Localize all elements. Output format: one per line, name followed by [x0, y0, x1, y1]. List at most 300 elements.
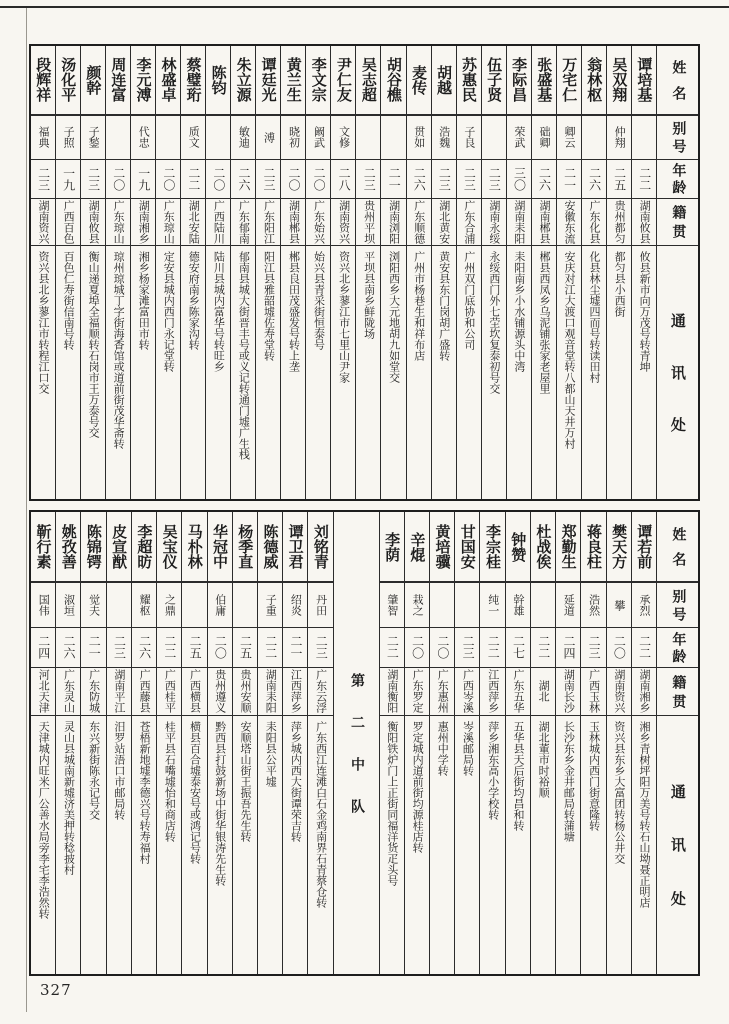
glyph: 幹: [511, 594, 525, 606]
glyph: 合: [462, 221, 476, 233]
glyph: 云: [563, 137, 576, 149]
person-address: 桂平县石嘴墟怡和商店转: [163, 720, 177, 842]
glyph: 民: [460, 87, 479, 103]
glyph: 西: [212, 210, 226, 222]
glyph: 卿: [563, 126, 576, 138]
glyph: 代: [137, 126, 151, 138]
glyph: 辉: [34, 72, 53, 88]
glyph: 然: [587, 605, 601, 617]
person-age: [507, 160, 531, 199]
glyph: 南: [137, 210, 151, 222]
glyph: 段: [34, 57, 53, 73]
glyph: 六: [62, 647, 77, 660]
glyph: 西: [138, 680, 152, 692]
glyph: 宝: [160, 539, 179, 555]
glyph: 张: [535, 57, 554, 73]
glyph: 县: [537, 232, 551, 244]
person-name: [480, 512, 504, 583]
glyph: 耒: [264, 691, 278, 703]
person-age: [131, 160, 155, 199]
glyph: 德: [412, 232, 426, 244]
glyph: 绍: [289, 594, 303, 606]
person-name: [306, 46, 330, 116]
glyph: 国: [37, 594, 51, 606]
glyph: 枢: [585, 87, 604, 103]
person-address: 横县百合墟泰安号或鸿记号转: [188, 720, 202, 864]
glyph: 龄: [670, 180, 687, 195]
person-column: [255, 46, 280, 499]
glyph: 三: [512, 166, 527, 179]
person-address: 百色仁寿街信南号转: [62, 250, 76, 350]
glyph: 县: [638, 232, 652, 244]
person-name: [81, 512, 105, 583]
person-age: [557, 160, 581, 199]
glyph: 浦: [462, 232, 476, 244]
glyph: 州: [436, 702, 450, 714]
person-origin: [430, 668, 454, 716]
glyph: 攸: [87, 221, 101, 233]
person-age: [281, 160, 305, 199]
person-alias: [107, 583, 131, 628]
glyph: 李: [510, 57, 529, 73]
glyph: 广: [112, 199, 126, 211]
glyph: 通: [668, 312, 687, 328]
person-alias: [56, 116, 80, 160]
person-origin: [380, 668, 404, 716]
glyph: 如: [412, 137, 426, 149]
person-alias: [432, 116, 456, 160]
person-age: [506, 628, 530, 668]
person-name: [455, 512, 479, 583]
person-column: [606, 46, 631, 499]
glyph: 浮: [314, 702, 328, 714]
person-origin: [480, 668, 504, 716]
person-age: [106, 160, 130, 199]
person-age: [306, 160, 330, 199]
person-address: 湘乡杨家滩富田市转: [137, 250, 151, 350]
glyph: 谷: [384, 72, 403, 88]
glyph: 黄: [284, 57, 303, 73]
glyph: 宣: [110, 539, 129, 555]
person-origin: [107, 668, 131, 716]
glyph: 湖: [638, 669, 652, 681]
glyph: 兰: [284, 72, 303, 88]
person-name: [581, 512, 605, 583]
person-age: [632, 628, 656, 668]
person-origin: [283, 668, 307, 716]
glyph: 万: [560, 57, 579, 73]
glyph: 二: [36, 166, 51, 179]
person-address: 定安县城内西门永记堂转: [162, 250, 176, 372]
person-name: [56, 46, 80, 116]
glyph: 孜: [59, 539, 78, 555]
glyph: 州: [238, 680, 252, 692]
person-column: [181, 512, 206, 974]
glyph: 江: [262, 232, 276, 244]
glyph: 贯: [412, 126, 426, 138]
glyph: 第: [348, 673, 365, 687]
person-origin: [256, 199, 280, 246]
glyph: 璧: [184, 72, 203, 88]
person-column: [55, 46, 80, 499]
glyph: 七: [511, 647, 526, 660]
glyph: 桂: [483, 554, 502, 570]
glyph: 陈: [261, 524, 280, 540]
person-age: [482, 160, 506, 199]
glyph: 永: [487, 221, 501, 233]
glyph: 广: [436, 669, 450, 681]
glyph: 阚: [312, 126, 326, 138]
glyph: 天: [610, 539, 629, 555]
glyph: 郴: [537, 221, 551, 233]
person-name: [206, 46, 230, 116]
glyph: 北: [437, 210, 451, 222]
person-name: [308, 512, 332, 583]
person-column: [55, 512, 80, 974]
person-origin: [532, 199, 556, 246]
person-address: 郴县良田茂盛发号转上垄: [287, 250, 301, 372]
glyph: 柱: [584, 554, 603, 570]
glyph: 东: [314, 680, 328, 692]
glyph: 朱: [234, 57, 253, 73]
person-alias: [557, 116, 581, 160]
glyph: 湖: [187, 199, 201, 211]
person-address: 衡阳铁炉门上正街同福洋货疋头号: [385, 720, 399, 886]
glyph: 〇: [410, 647, 425, 660]
glyph: 庸: [213, 605, 227, 617]
person-name: [405, 512, 429, 583]
glyph: 五: [238, 647, 253, 660]
person-name: [430, 512, 454, 583]
glyph: 川: [212, 232, 226, 244]
glyph: 林: [185, 554, 204, 570]
glyph: 南: [287, 210, 301, 222]
person-address: 耒阳县公平墟: [264, 720, 278, 787]
glyph: 三: [314, 647, 329, 660]
glyph: 北: [187, 210, 201, 222]
glyph: 刘: [311, 524, 330, 540]
person-column: [180, 46, 205, 499]
glyph: 惠: [460, 72, 479, 88]
glyph: 衡: [385, 691, 399, 703]
glyph: 二: [412, 166, 427, 179]
glyph: 仁: [560, 87, 579, 103]
glyph: 广: [412, 199, 426, 211]
glyph: 二: [637, 178, 652, 191]
glyph: 二: [288, 635, 303, 648]
person-address: 化县林尘墟四而号转读田村: [588, 250, 602, 383]
glyph: 直: [236, 554, 255, 570]
person-alias: [407, 116, 431, 160]
glyph: 化: [588, 221, 602, 233]
person-name: [582, 46, 606, 116]
glyph: 匀: [613, 232, 627, 244]
person-alias: [56, 583, 80, 628]
person-origin: [381, 199, 405, 246]
glyph: 炎: [289, 605, 303, 617]
glyph: 战: [534, 539, 553, 555]
glyph: 昌: [510, 87, 529, 103]
person-origin: [482, 199, 506, 246]
glyph: 资: [337, 221, 351, 233]
glyph: 行: [34, 539, 53, 555]
glyph: 安: [238, 691, 252, 703]
glyph: 冠: [211, 539, 230, 555]
glyph: 西: [587, 680, 601, 692]
glyph: 攀: [612, 599, 626, 611]
row-header-origin: [657, 199, 698, 246]
glyph: 平: [163, 702, 177, 714]
glyph: 二: [263, 647, 278, 660]
glyph: 三: [362, 178, 377, 191]
glyph: 卫: [286, 539, 305, 555]
glyph: 湖: [87, 199, 101, 211]
glyph: 流: [563, 232, 576, 244]
person-origin: [308, 668, 332, 716]
person-address: 郁南县城大街晋丰号或义记转通门墟广生栈: [237, 250, 251, 460]
glyph: 翁: [585, 57, 604, 73]
glyph: 卓: [159, 87, 178, 103]
glyph: 六: [412, 178, 427, 191]
person-address: 长沙东乡金井邮局转蒲塘: [562, 720, 576, 842]
person-name: [607, 46, 631, 116]
person-alias: [607, 583, 631, 628]
glyph: 安: [437, 232, 451, 244]
person-alias: [405, 583, 429, 628]
glyph: 徽: [563, 210, 576, 222]
glyph: 广: [511, 669, 525, 681]
row-header-column: [656, 512, 698, 974]
glyph: 际: [510, 72, 529, 88]
person-age: [455, 628, 479, 668]
glyph: 贯: [670, 693, 687, 708]
glyph: 琼: [162, 221, 176, 233]
glyph: 纯: [486, 594, 500, 606]
glyph: 〇: [512, 178, 527, 191]
glyph: 东: [411, 680, 425, 692]
glyph: 一: [61, 166, 76, 179]
person-column: [505, 512, 530, 974]
glyph: 东: [162, 210, 176, 222]
glyph: 鼎: [163, 605, 177, 617]
person-age: [432, 160, 456, 199]
glyph: 湖: [437, 199, 451, 211]
person-alias: [81, 583, 105, 628]
glyph: 晓: [287, 126, 301, 138]
person-name: [258, 512, 282, 583]
glyph: 宗: [309, 87, 328, 103]
person-address: 安庆对江大渡口观音堂转八都山天井万村: [563, 250, 576, 449]
glyph: 辛: [408, 531, 427, 547]
glyph: 东: [87, 680, 101, 692]
glyph: 三: [437, 178, 452, 191]
person-origin: [331, 199, 355, 246]
glyph: 二: [387, 166, 402, 179]
person-age: [258, 628, 282, 668]
person-name: [457, 46, 481, 116]
person-origin: [531, 668, 555, 716]
glyph: 江: [112, 702, 126, 714]
glyph: 广: [188, 669, 202, 681]
person-alias: [582, 116, 606, 160]
glyph: 广: [138, 669, 152, 681]
glyph: 二: [587, 166, 602, 179]
person-address: 郴县西凤乡乌泥铺张家老屋里: [537, 250, 551, 394]
person-origin: [131, 199, 155, 246]
glyph: 二: [486, 635, 501, 648]
glyph: 二: [263, 635, 278, 648]
glyph: 南: [385, 680, 399, 692]
glyph: 君: [286, 554, 305, 570]
glyph: 方: [610, 554, 629, 570]
glyph: 西: [486, 680, 500, 692]
person-origin: [556, 668, 580, 716]
glyph: 天: [37, 691, 51, 703]
glyph: 威: [261, 554, 280, 570]
person-column: [80, 512, 105, 974]
glyph: 仪: [160, 554, 179, 570]
glyph: 富: [109, 87, 128, 103]
glyph: 二: [536, 647, 551, 660]
glyph: 乡: [638, 702, 652, 714]
person-alias: [258, 583, 282, 628]
person-age: [556, 628, 580, 668]
person-origin: [407, 199, 431, 246]
person-column: [232, 512, 257, 974]
glyph: 东: [462, 210, 476, 222]
glyph: 三: [462, 178, 477, 191]
glyph: 甘: [458, 524, 477, 540]
glyph: 湖: [638, 199, 652, 211]
person-column: [280, 46, 305, 499]
person-age: [231, 160, 255, 199]
glyph: 广: [461, 669, 475, 681]
glyph: 淑: [62, 594, 76, 606]
glyph: 赞: [509, 546, 528, 562]
person-column: [556, 46, 581, 499]
glyph: 二: [186, 178, 201, 191]
glyph: 二: [437, 166, 452, 179]
person-address: 萍乡城内西大街谭荣吉转: [289, 720, 303, 842]
glyph: 队: [348, 799, 365, 813]
glyph: 南: [387, 210, 401, 222]
glyph: 仁: [334, 72, 353, 88]
person-name: [106, 46, 130, 116]
glyph: 三: [587, 647, 602, 660]
person-column: [555, 512, 580, 974]
person-column: [205, 46, 230, 499]
glyph: 都: [613, 221, 627, 233]
person-column: [230, 46, 255, 499]
glyph: 西: [188, 680, 202, 692]
person-origin: [582, 199, 606, 246]
person-column: [479, 512, 504, 974]
glyph: 谭: [635, 57, 654, 73]
glyph: 长: [562, 691, 576, 703]
glyph: 平: [112, 691, 126, 703]
glyph: 百: [62, 221, 76, 233]
person-address: 浏阳西乡大元地胡九如堂交: [387, 250, 401, 383]
glyph: 防: [87, 691, 101, 703]
person-alias: [531, 583, 555, 628]
squad-divider-column: [333, 512, 379, 974]
glyph: 讯: [668, 837, 687, 853]
person-origin: [457, 199, 481, 246]
glyph: 广: [462, 199, 476, 211]
person-age: [405, 628, 429, 668]
glyph: 绥: [487, 232, 501, 244]
page-top-rule: [0, 6, 729, 8]
glyph: 幹: [84, 79, 103, 95]
person-alias: [31, 583, 55, 628]
person-origin: [356, 199, 380, 246]
person-column: [429, 512, 454, 974]
glyph: 南: [638, 210, 652, 222]
person-name: [283, 512, 307, 583]
person-address: 耒阳南乡小水铺源头中湾: [512, 250, 526, 372]
glyph: 兴: [337, 232, 351, 244]
glyph: 夫: [87, 605, 101, 617]
person-origin: [56, 668, 80, 716]
glyph: 皮: [110, 524, 129, 540]
person-column: [380, 46, 405, 499]
glyph: 伟: [37, 605, 51, 617]
person-name: [507, 46, 531, 116]
glyph: 东: [112, 210, 126, 222]
glyph: 廷: [259, 72, 278, 88]
glyph: 二: [385, 635, 400, 648]
glyph: 荣: [512, 126, 526, 138]
glyph: 桂: [163, 691, 177, 703]
glyph: 广: [237, 199, 251, 211]
glyph: 〇: [213, 647, 228, 660]
person-origin: [258, 668, 282, 716]
person-address: 东兴新街陈永记号交: [87, 720, 101, 820]
glyph: 黄: [437, 221, 451, 233]
glyph: 南: [264, 680, 278, 692]
row-header-column: [656, 46, 698, 499]
person-age: [31, 160, 55, 199]
glyph: 广: [312, 199, 326, 211]
glyph: 智: [385, 605, 399, 617]
glyph: 西: [163, 680, 177, 692]
glyph: 二: [262, 166, 276, 179]
squad-divider-label: [334, 512, 379, 974]
glyph: 蔡: [184, 57, 203, 73]
glyph: 五: [188, 647, 203, 660]
person-age: [181, 160, 205, 199]
glyph: 湖: [264, 669, 278, 681]
person-name: [156, 46, 180, 116]
person-column: [631, 512, 656, 974]
row-header-origin: [657, 668, 698, 716]
person-origin: [208, 668, 232, 716]
person-alias: [532, 116, 556, 160]
glyph: 讯: [668, 364, 687, 380]
glyph: 贵: [613, 199, 627, 211]
glyph: 焜: [408, 546, 427, 562]
glyph: 湖: [487, 199, 501, 211]
person-alias: [506, 583, 530, 628]
person-address: 德安府南乡陈家沟转: [187, 250, 201, 350]
glyph: 二: [562, 166, 577, 179]
glyph: 子: [87, 126, 101, 138]
glyph: 雄: [511, 605, 525, 617]
glyph: 溥: [262, 131, 276, 143]
glyph: 东: [412, 210, 426, 222]
glyph: 二: [486, 647, 501, 660]
person-age: [607, 160, 631, 199]
